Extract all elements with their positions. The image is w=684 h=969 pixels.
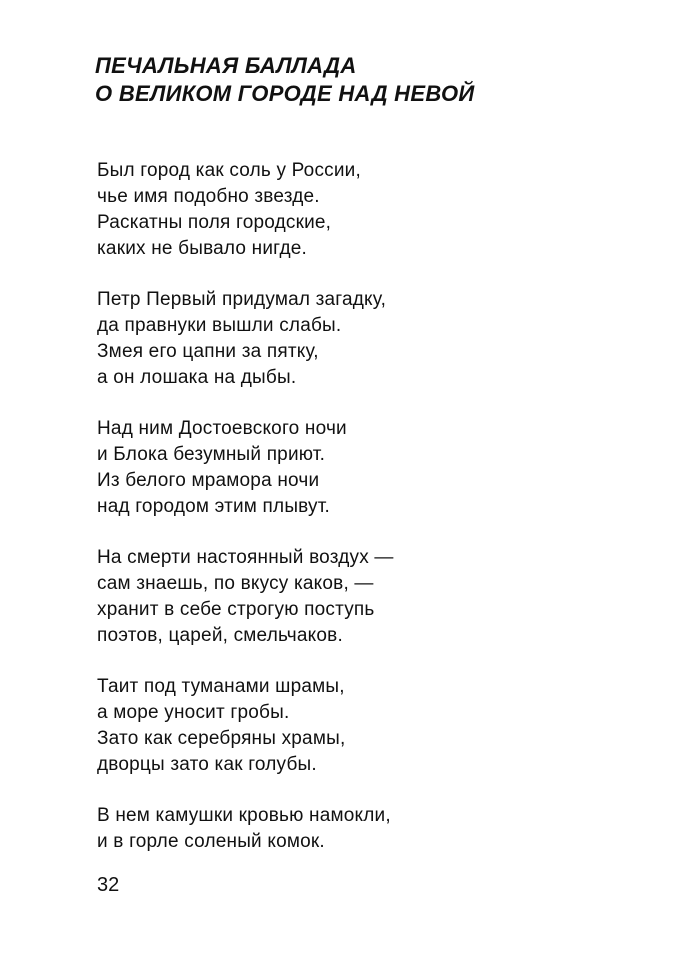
verse-line: над городом этим плывут. [97,496,331,517]
verse-line: Змея его цапни за пятку, [97,341,319,362]
page-number: 32 [97,874,120,896]
verse-line: В нем камушки кровью намокли, [97,805,391,826]
poem-body [97,158,637,880]
verse-line: дворцы зато как голубы. [97,754,317,775]
verse-line: Над ним Достоевского ночи [97,418,347,439]
verse-line: Зато как серебряны храмы, [97,728,346,749]
stanza-2 [97,287,637,391]
stanza-5 [97,674,637,778]
stanza-4 [97,545,637,649]
verse-line: и Блока безумный приют. [97,444,326,465]
verse-line: каких не бывало нигде. [97,238,307,259]
verse-line: чье имя подобно звезде. [97,186,320,207]
verse-line: Таит под туманами шрамы, [97,676,345,697]
verse-line: а море уносит гробы. [97,702,290,723]
poem-title-line-1: ПЕЧАЛЬНАЯ БАЛЛАДА [95,53,357,78]
verse-line: а он лошака на дыбы. [97,367,297,388]
verse-line: поэтов, царей, смельчаков. [97,625,343,646]
stanza-3 [97,416,637,520]
verse-line: сам знаешь, по вкусу каков, — [97,573,374,594]
poem-title [95,52,475,108]
verse-line: На смерти настоянный воздух — [97,547,394,568]
verse-line: да правнуки вышли слабы. [97,315,342,336]
verse-line: Петр Первый придумал загадку, [97,289,387,310]
verse-line: Раскатны поля городские, [97,212,332,233]
stanza-1 [97,158,637,262]
verse-line: Из белого мрамора ночи [97,470,320,491]
verse-line: хранит в себе строгую поступь [97,599,375,620]
verse-line: и в горле соленый комок. [97,831,325,852]
poem-title-line-2: О ВЕЛИКОМ ГОРОДЕ НАД НЕВОЙ [95,81,475,106]
stanza-6 [97,803,637,855]
verse-line: Был город как соль у России, [97,160,361,181]
